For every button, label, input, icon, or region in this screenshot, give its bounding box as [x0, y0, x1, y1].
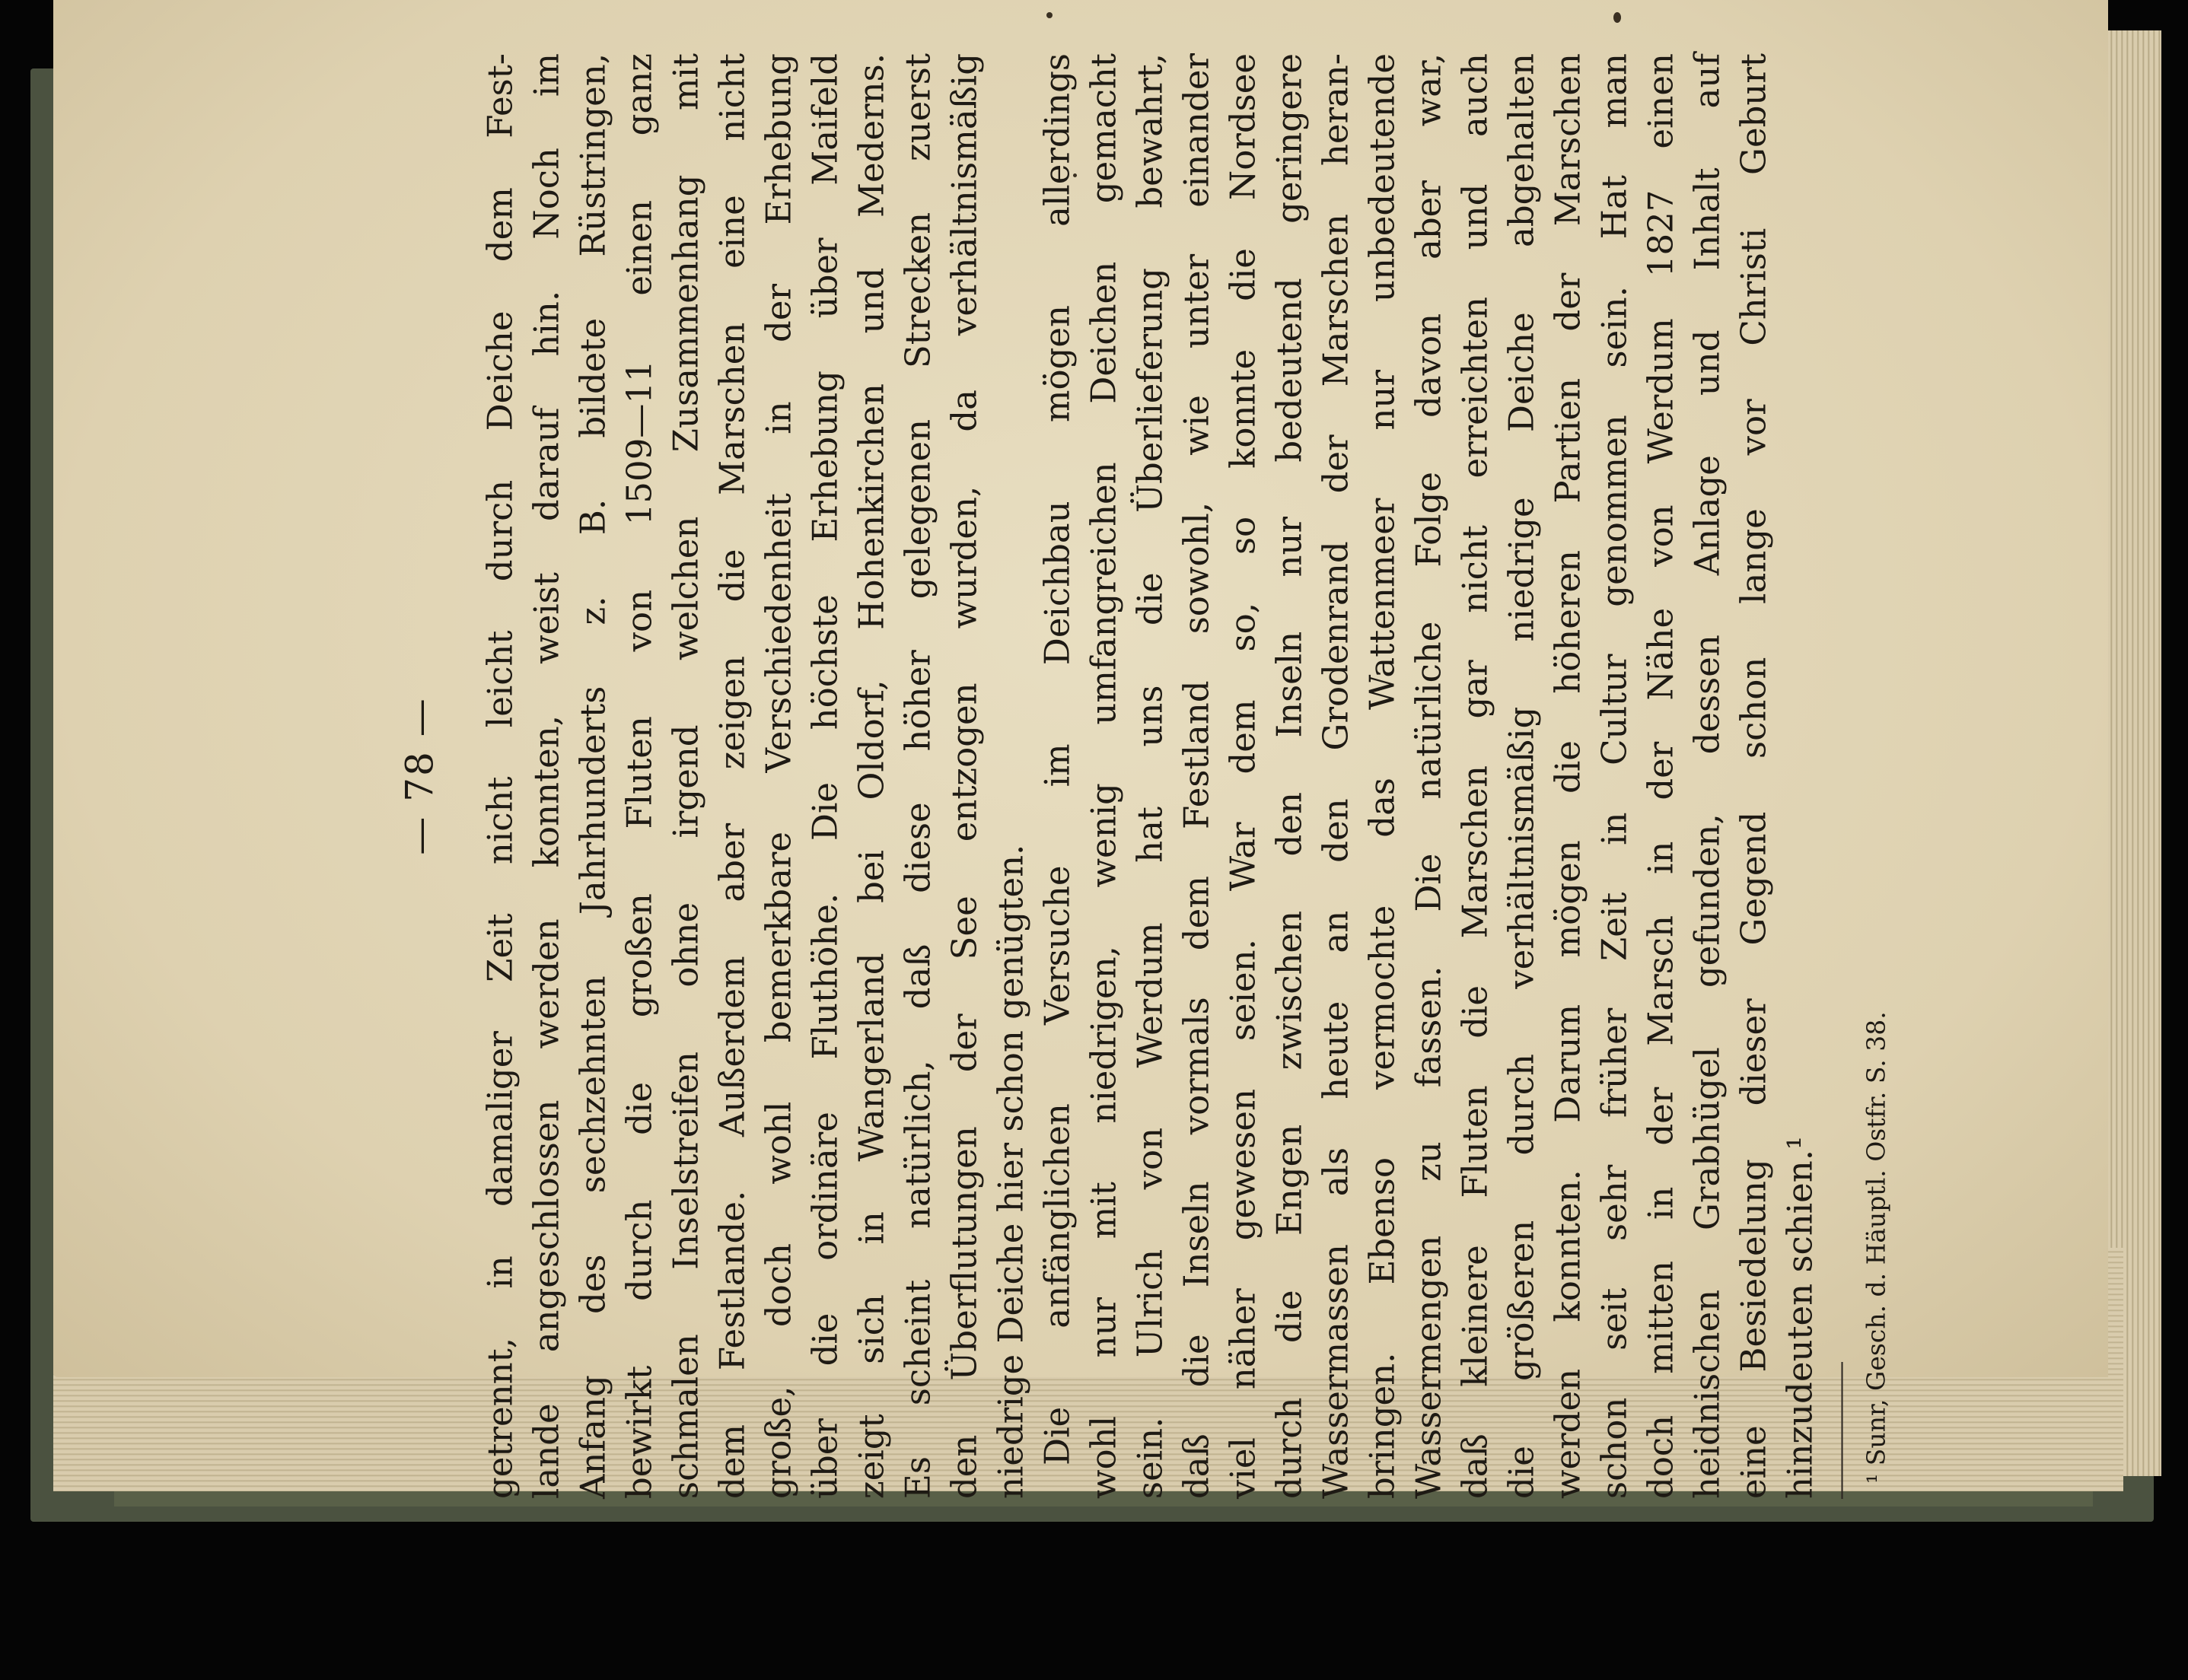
- text-line: über die ordinäre Fluthöhe. Die höchste Erhebung über Maifeld: [804, 53, 846, 1499]
- text-line: zeigt sich in Wangerland bei Oldorf, Hohenkirchen und Mederns.: [851, 53, 892, 1499]
- ink-spot: [1046, 12, 1053, 18]
- text-line: lande angeschlossen werden konnten, weist darauf hin. Noch im: [526, 53, 567, 1499]
- page-number: — 78 —: [397, 697, 442, 855]
- text-line: den Überflutungen der See entzogen wurden, da verhältnismäßig: [944, 53, 985, 1499]
- text-line: schon seit sehr früher Zeit in Cultur genommen sein. Hat man: [1594, 53, 1635, 1499]
- text-line: bewirkt durch die großen Fluten von 1509—11 einen ganz: [619, 53, 660, 1499]
- text-line: daß die Inseln vormals dem Festland sowohl, wie unter einander: [1176, 53, 1217, 1499]
- text-line: große, doch wohl bemerkbare Verschiedenheit in der Erhebung: [758, 53, 799, 1499]
- footnote: ¹ Sunr, Gesch. d. Häuptl. Ostfr. S. 38.: [1861, 1011, 1891, 1484]
- text-line: Wassermassen als heute an den Grodenrand der Marschen heran-: [1315, 53, 1356, 1499]
- text-line: bringen. Ebenso vermochte das Wattenmeer nur unbedeutende: [1362, 53, 1403, 1499]
- text-line: Es scheint natürlich, daß diese höher gelegenen Strecken zuerst: [897, 53, 938, 1499]
- text-line: Die anfänglichen Versuche im Deichbau mögen allerdings: [1037, 53, 1078, 1465]
- text-line: viel näher gewesen seien. War dem so, so konnte die Nordsee: [1222, 53, 1263, 1499]
- text-line: hinzudeuten schien.¹: [1779, 1135, 1820, 1499]
- text-line: sein. Ulrich von Werdum hat uns die Überlieferung bewahrt,: [1129, 53, 1170, 1499]
- text-line: niedrige Deiche hier schon genügten.: [990, 844, 1031, 1499]
- text-line: schmalen Inselstreifen ohne irgend welchen Zusammenhang mit: [665, 53, 706, 1499]
- text-line: durch die Engen zwischen den Inseln nur bedeutend geringere: [1269, 53, 1310, 1499]
- text-line: heidnischen Grabhügel gefunden, dessen Anlage und Inhalt auf: [1686, 53, 1728, 1499]
- text-line: dem Festlande. Außerdem aber zeigen die Marschen eine nicht: [712, 53, 753, 1499]
- text-line: Anfang des sechzehnten Jahrhunderts z. B. bildete Rüstringen,: [572, 53, 613, 1499]
- ink-spot: [1613, 12, 1621, 23]
- text-line: eine Besiedelung dieser Gegend schon lange vor Christi Geburt: [1733, 53, 1774, 1499]
- footnote-divider: [1842, 1362, 1843, 1499]
- text-line: werden konnten. Darum mögen die höheren Partien der Marschen: [1547, 53, 1588, 1499]
- text-line: doch mitten in der Marsch in der Nähe von Werdum 1827 einen: [1640, 53, 1681, 1499]
- book-page: [53, 0, 2108, 1499]
- text-line: getrennt, in damaliger Zeit nicht leicht durch Deiche dem Fest-: [479, 53, 521, 1499]
- text-line: die größeren durch verhältnismäßig niedrige Deiche abgehalten: [1501, 53, 1542, 1499]
- rotated-text-block: [398, 53, 1893, 1499]
- text-line: wohl nur mit niedrigen, wenig umfangreichen Deichen gemacht: [1083, 53, 1124, 1499]
- text-line: Wassermengen zu fassen. Die natürliche Folge davon aber war,: [1408, 53, 1449, 1499]
- text-line: daß kleinere Fluten die Marschen gar nicht erreichten und auch: [1454, 53, 1495, 1499]
